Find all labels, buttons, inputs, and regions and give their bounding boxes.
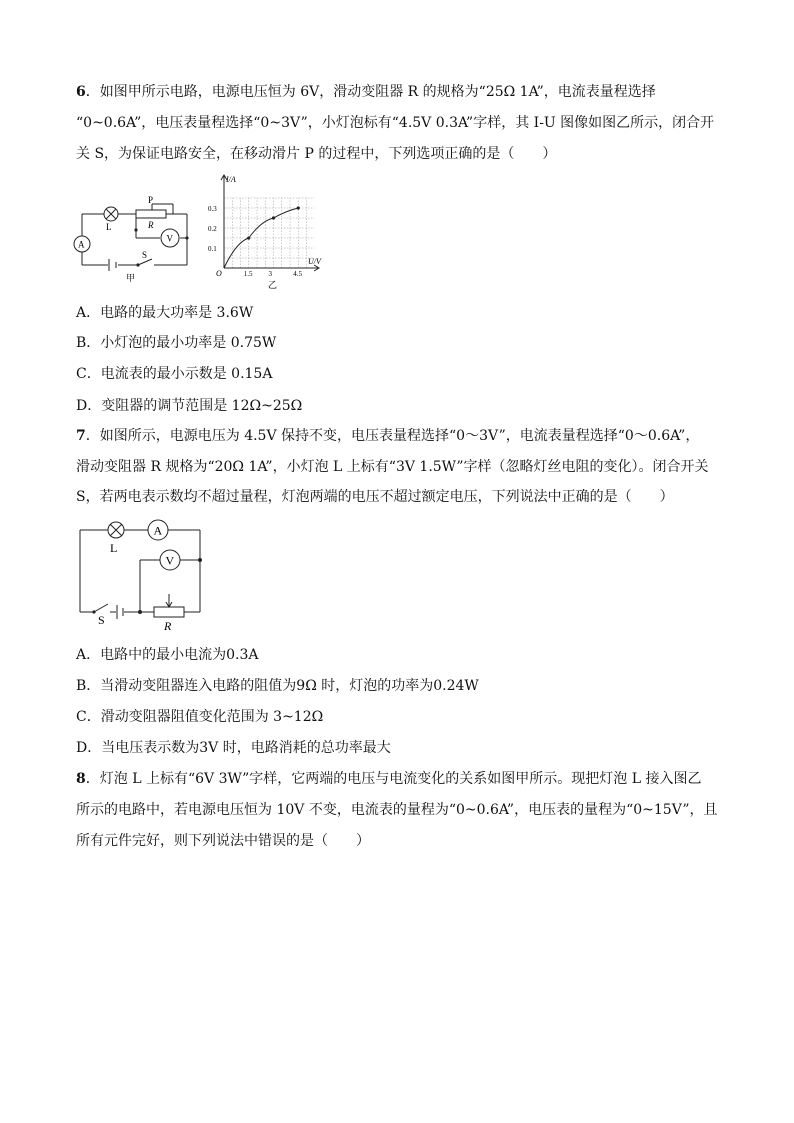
q6-option-b[interactable]: B．小灯泡的最小功率是 0.75W bbox=[76, 335, 277, 351]
q7-label-V: V bbox=[165, 553, 175, 568]
q6-graph-xlabel: U/V bbox=[308, 257, 321, 266]
q6-option-c[interactable]: C．电流表的最小示数是 0.15A bbox=[76, 366, 273, 382]
q6-label-P: P bbox=[148, 195, 154, 205]
q7-rheostat bbox=[154, 607, 184, 617]
q6-ytick-label: 0.3 bbox=[208, 205, 217, 213]
q7-number: 7 bbox=[76, 428, 86, 444]
q6-label-S: S bbox=[142, 250, 148, 260]
q7-text-1: ．如图所示，电源电压为 4.5V 保持不变，电压表量程选择“0～3V”，电流表量程选择“0～0.6A”， bbox=[85, 428, 700, 444]
q7-line-1 bbox=[76, 426, 699, 446]
q6-xtick-label: 3 bbox=[268, 270, 272, 278]
q6-iu-graph bbox=[206, 172, 330, 290]
q6-number: 6 bbox=[76, 84, 86, 100]
q6-graph-ylabel: I/A bbox=[226, 175, 236, 184]
q6-label-V: V bbox=[166, 233, 173, 244]
q7-option-a[interactable]: A．电路中的最小电流为0.3A bbox=[76, 647, 259, 663]
q7-option-d[interactable]: D．当电压表示数为3V 时，电路消耗的总功率最大 bbox=[76, 740, 391, 756]
q6-caption-yi: 乙 bbox=[268, 280, 278, 290]
q6-label-L: L bbox=[106, 222, 112, 232]
q6-data-point bbox=[247, 236, 250, 239]
q8-text-1: ．灯泡 L 上标有“6V 3W”字样，它两端的电压与电流变化的关系如图甲所示。现把灯泡 L 接入图乙 bbox=[85, 771, 702, 787]
q7-option-b[interactable]: B．当滑动变阻器连入电路的阻值为9Ω 时，灯泡的功率为0.24W bbox=[76, 678, 479, 694]
q7-label-R: R bbox=[164, 619, 172, 632]
q6-xtick-label: 1.5 bbox=[243, 270, 253, 278]
q7-label-A: A bbox=[153, 523, 163, 538]
q6-line-2: “0~0.6A”，电压表量程选择“0~3V”，小灯泡标有“4.5V 0.3A”字样，其 I-U 图像如图乙所示，闭合开 bbox=[76, 115, 715, 131]
q6-line-3: 关 S，为保证电路安全，在移动滑片 P 的过程中，下列选项正确的是（ ） bbox=[76, 146, 557, 162]
q7-line-3: S，若两电表示数均不超过量程，灯泡两端的电压不超过额定电压，下列说法中正确的是（ ） bbox=[76, 489, 674, 505]
q6-ytick-label: 0.2 bbox=[208, 225, 217, 233]
q7-line-2: 滑动变阻器 R 规格为“20Ω 1A”，小灯泡 L 上标有“3V 1.5W”字样（忽略灯丝电阻的变化）。闭合开关 bbox=[76, 459, 709, 475]
q6-text-1: ．如图甲所示电路，电源电压恒为 6V，滑动变阻器 R 的规格为“25Ω 1A”，电流表量程选择 bbox=[85, 84, 656, 100]
q6-data-point bbox=[272, 216, 275, 219]
q7-label-S: S bbox=[98, 613, 105, 627]
q8-line-3: 所有元件完好，则下列说法中错误的是（ ） bbox=[76, 833, 370, 849]
q6-data-point bbox=[297, 206, 300, 209]
q7-circuit-diagram bbox=[72, 516, 212, 632]
q8-number: 8 bbox=[76, 771, 86, 787]
q6-ytick-label: 0.1 bbox=[208, 245, 217, 253]
q8-line-1 bbox=[76, 769, 701, 789]
q6-rheostat bbox=[136, 210, 166, 218]
q6-caption-jia: 甲 bbox=[126, 273, 136, 282]
q7-option-c[interactable]: C．滑动变阻器阻值变化范围为 3~12Ω bbox=[76, 709, 324, 725]
q6-option-a[interactable]: A．电路的最大功率是 3.6W bbox=[76, 305, 254, 321]
q6-graph-origin: O bbox=[216, 269, 222, 278]
q6-label-R: R bbox=[148, 220, 154, 230]
q6-line-1 bbox=[76, 82, 656, 102]
q6-circuit-diagram bbox=[72, 190, 198, 282]
q6-option-d[interactable]: D．变阻器的调节范围是 12Ω~25Ω bbox=[76, 398, 303, 414]
q6-label-A: A bbox=[78, 239, 85, 250]
q7-label-L: L bbox=[110, 541, 118, 555]
q6-xtick-label: 4.5 bbox=[293, 270, 302, 278]
q8-line-2: 所示的电路中，若电源电压恒为 10V 不变，电流表的量程为“0~0.6A”，电压表的量程为“0~15V”，且 bbox=[76, 802, 718, 818]
